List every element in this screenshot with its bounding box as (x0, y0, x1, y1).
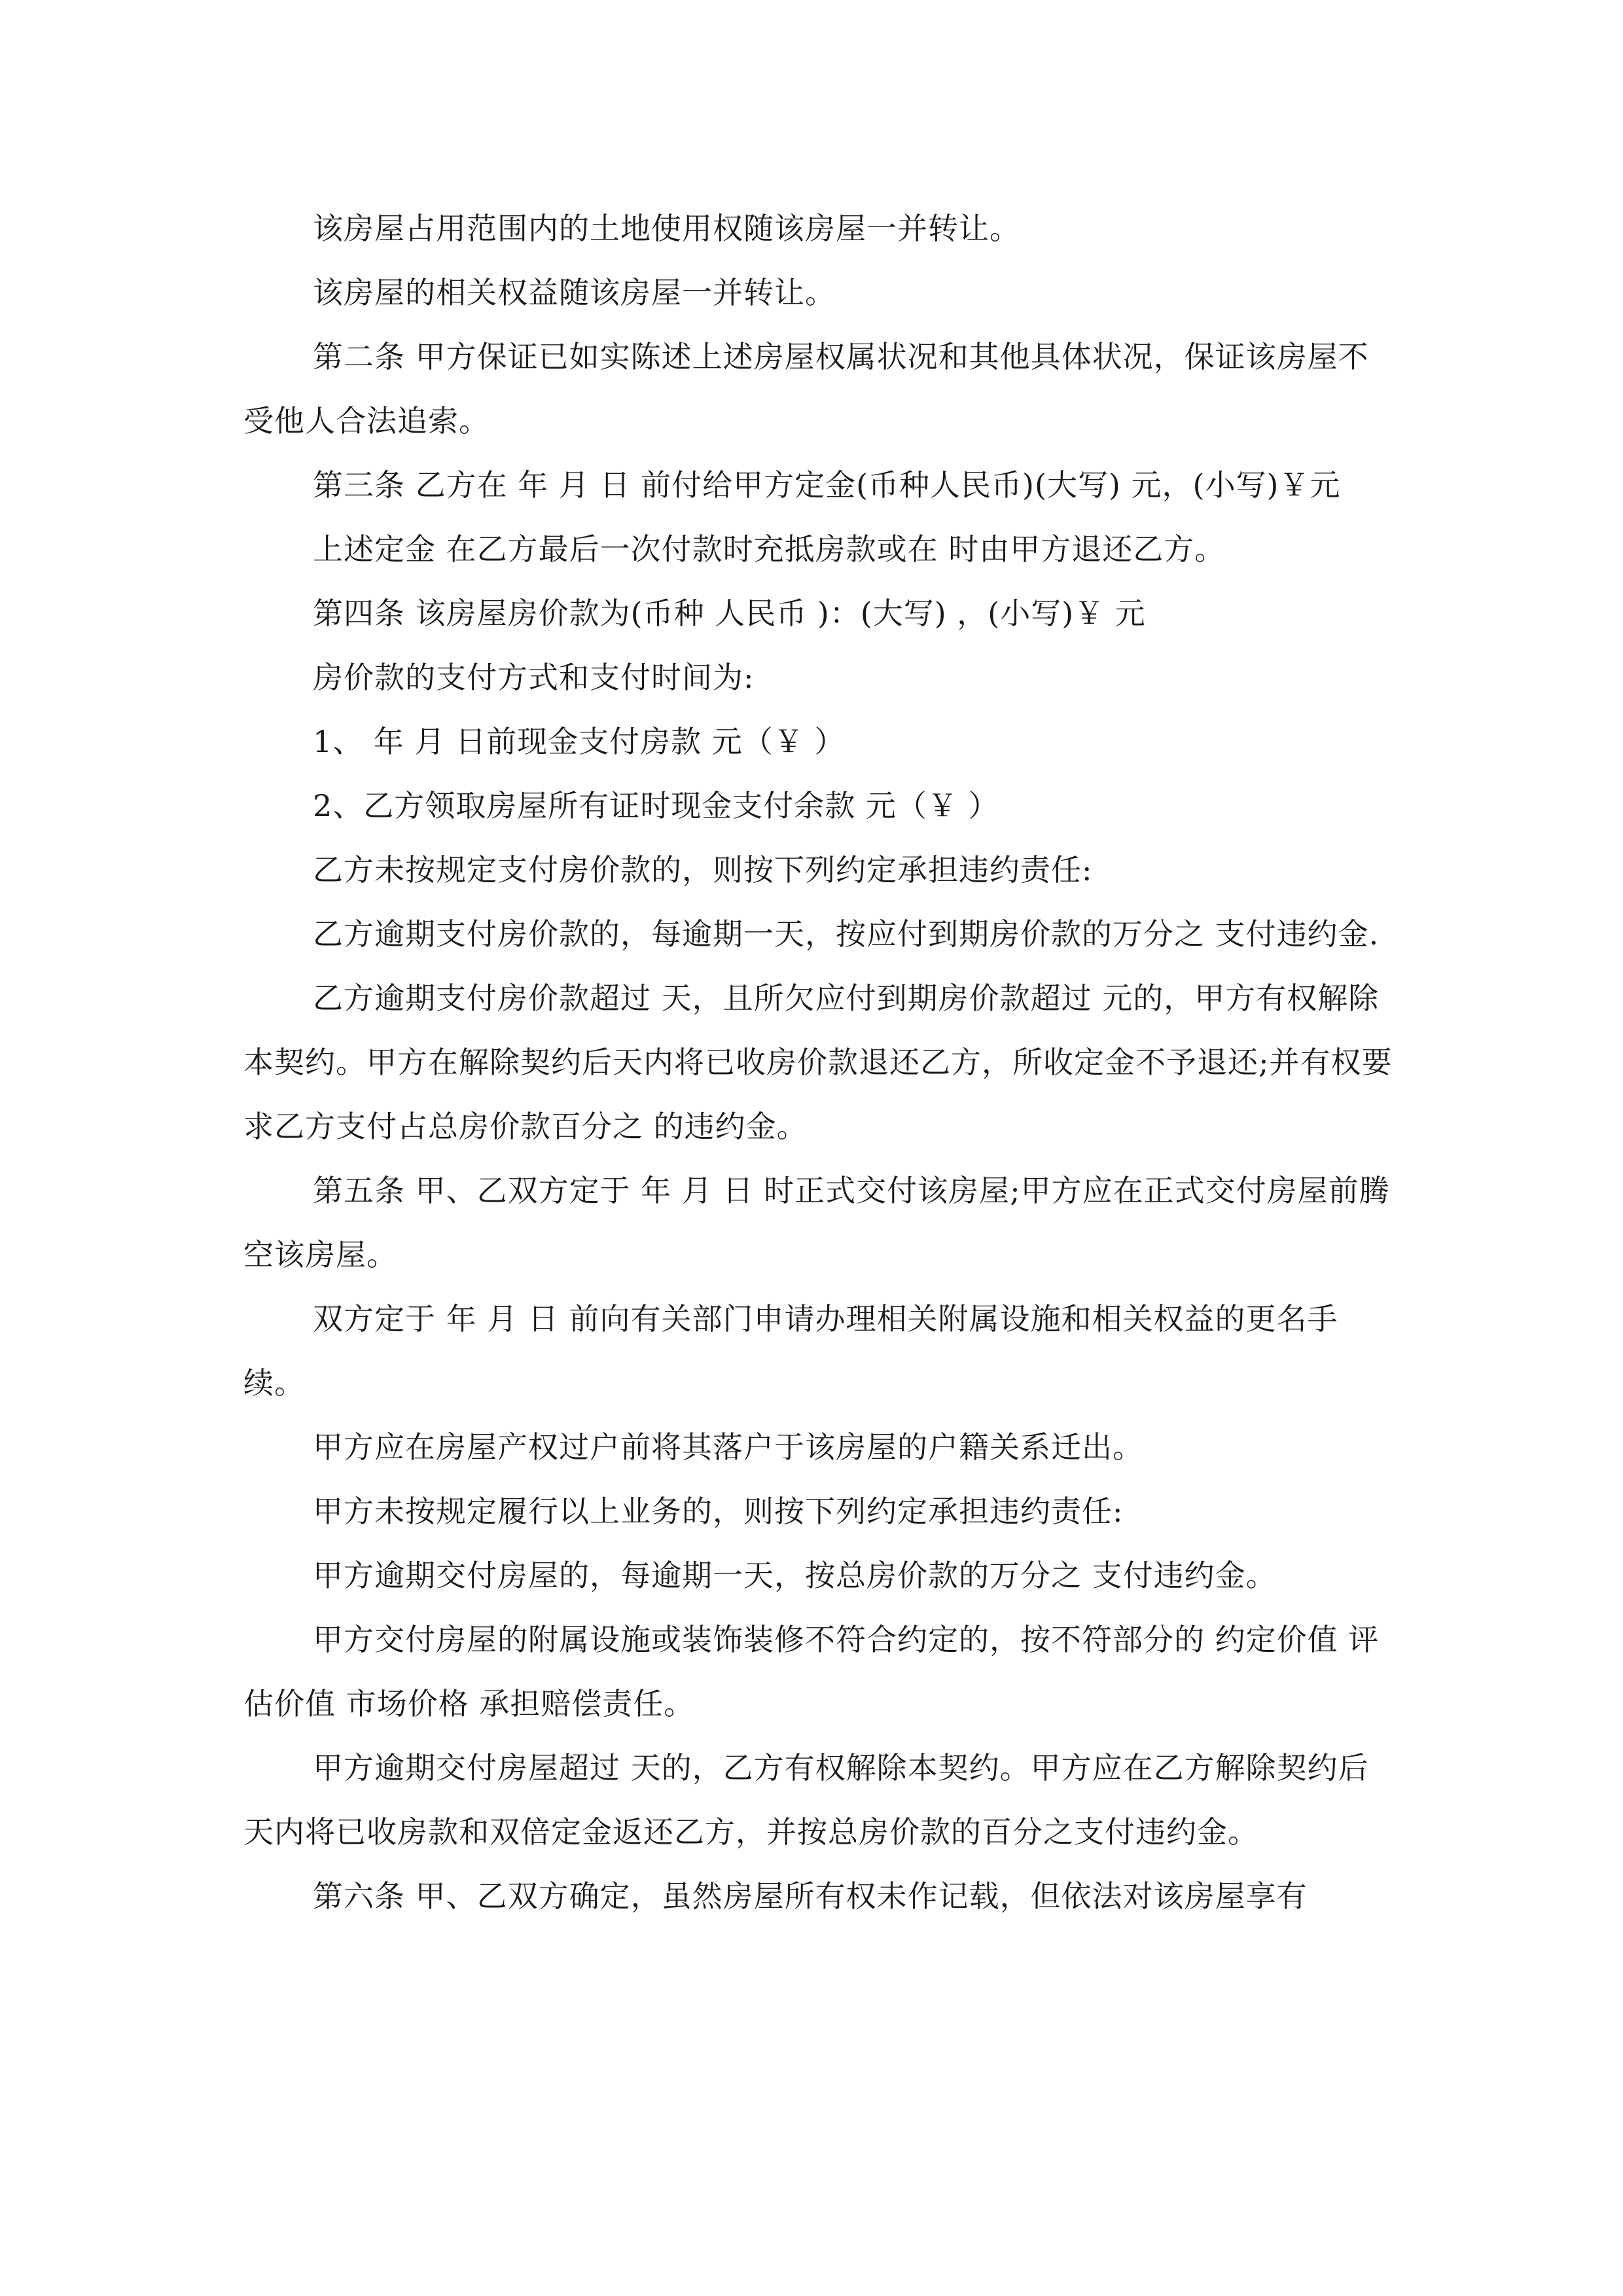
paragraph-payment-item-1: 1、 年 月 日前现金支付房款 元（￥ ） (313, 724, 846, 759)
paragraph-land-use-right: 该房屋占用范围内的土地使用权随该房屋一并转让。 (313, 211, 1020, 246)
paragraph-buyer-late-payment: 乙方逾期支付房价款的，每逾期一天，按应付到期房价款的万分之 支付违约金. (313, 916, 1380, 952)
paragraph-buyer-termination: 乙方逾期支付房价款超过 天，且所欠应付到期房价款超过 元的，甲方有权解除本契约。甲方在解除契约后天内将已收房价款退还乙方，所收定金不予退还;并有权要求乙方支付占总房价款百分之 的违约金。 (243, 980, 1393, 1144)
paragraph-seller-late-delivery: 甲方逾期交付房屋的，每逾期一天，按总房价款的万分之 支付违约金。 (313, 1558, 1277, 1593)
paragraph-article-4: 第四条 该房屋房价款为(币种 人民币 )：(大写) ，(小写)￥ 元 (313, 596, 1146, 631)
paragraph-article-2: 第二条 甲方保证已如实陈述上述房屋权属状况和其他具体状况，保证该房屋不受他人合法追索。 (243, 339, 1369, 439)
paragraph-related-rights: 该房屋的相关权益随该房屋一并转让。 (313, 275, 836, 310)
paragraph-payment-item-2: 2、乙方领取房屋所有证时现金支付余款 元（￥ ） (313, 788, 999, 823)
paragraph-household-registration: 甲方应在房屋产权过户前将其落户于该房屋的户籍关系迁出。 (313, 1429, 1143, 1465)
paragraph-buyer-default: 乙方未按规定支付房价款的，则按下列约定承担违约责任: (313, 852, 1093, 888)
paragraph-article-3: 第三条 乙方在 年 月 日 前付给甲方定金(币种人民币)(大写) 元，(小写)￥元 (313, 467, 1341, 503)
paragraph-article-5: 第五条 甲、乙双方定于 年 月 日 时正式交付该房屋;甲方应在正式交付房屋前腾空该房屋。 (243, 1173, 1390, 1272)
paragraph-seller-termination: 甲方逾期交付房屋超过 天的，乙方有权解除本契约。甲方应在乙方解除契约后天内将已收房款和双倍定金返还乙方，并按总房价款的百分之支付违约金。 (243, 1750, 1369, 1850)
document-body (243, 196, 1395, 1928)
paragraph-facilities-compensation: 甲方交付房屋的附属设施或装饰装修不符合约定的，按不符部分的 约定价值 评估价值 市场价格 承担赔偿责任。 (243, 1622, 1380, 1721)
paragraph-seller-default: 甲方未按规定履行以上业务的，则按下列约定承担违约责任: (313, 1494, 1124, 1529)
paragraph-name-change: 双方定于 年 月 日 前向有关部门申请办理相关附属设施和相关权益的更名手续。 (243, 1301, 1338, 1401)
paragraph-article-6: 第六条 甲、乙双方确定，虽然房屋所有权未作记载，但依法对该房屋享有 (313, 1878, 1308, 1914)
paragraph-payment-method: 房价款的支付方式和支付时间为: (313, 660, 755, 695)
paragraph-deposit-offset: 上述定金 在乙方最后一次付款时充抵房款或在 时由甲方退还乙方。 (313, 531, 1226, 567)
